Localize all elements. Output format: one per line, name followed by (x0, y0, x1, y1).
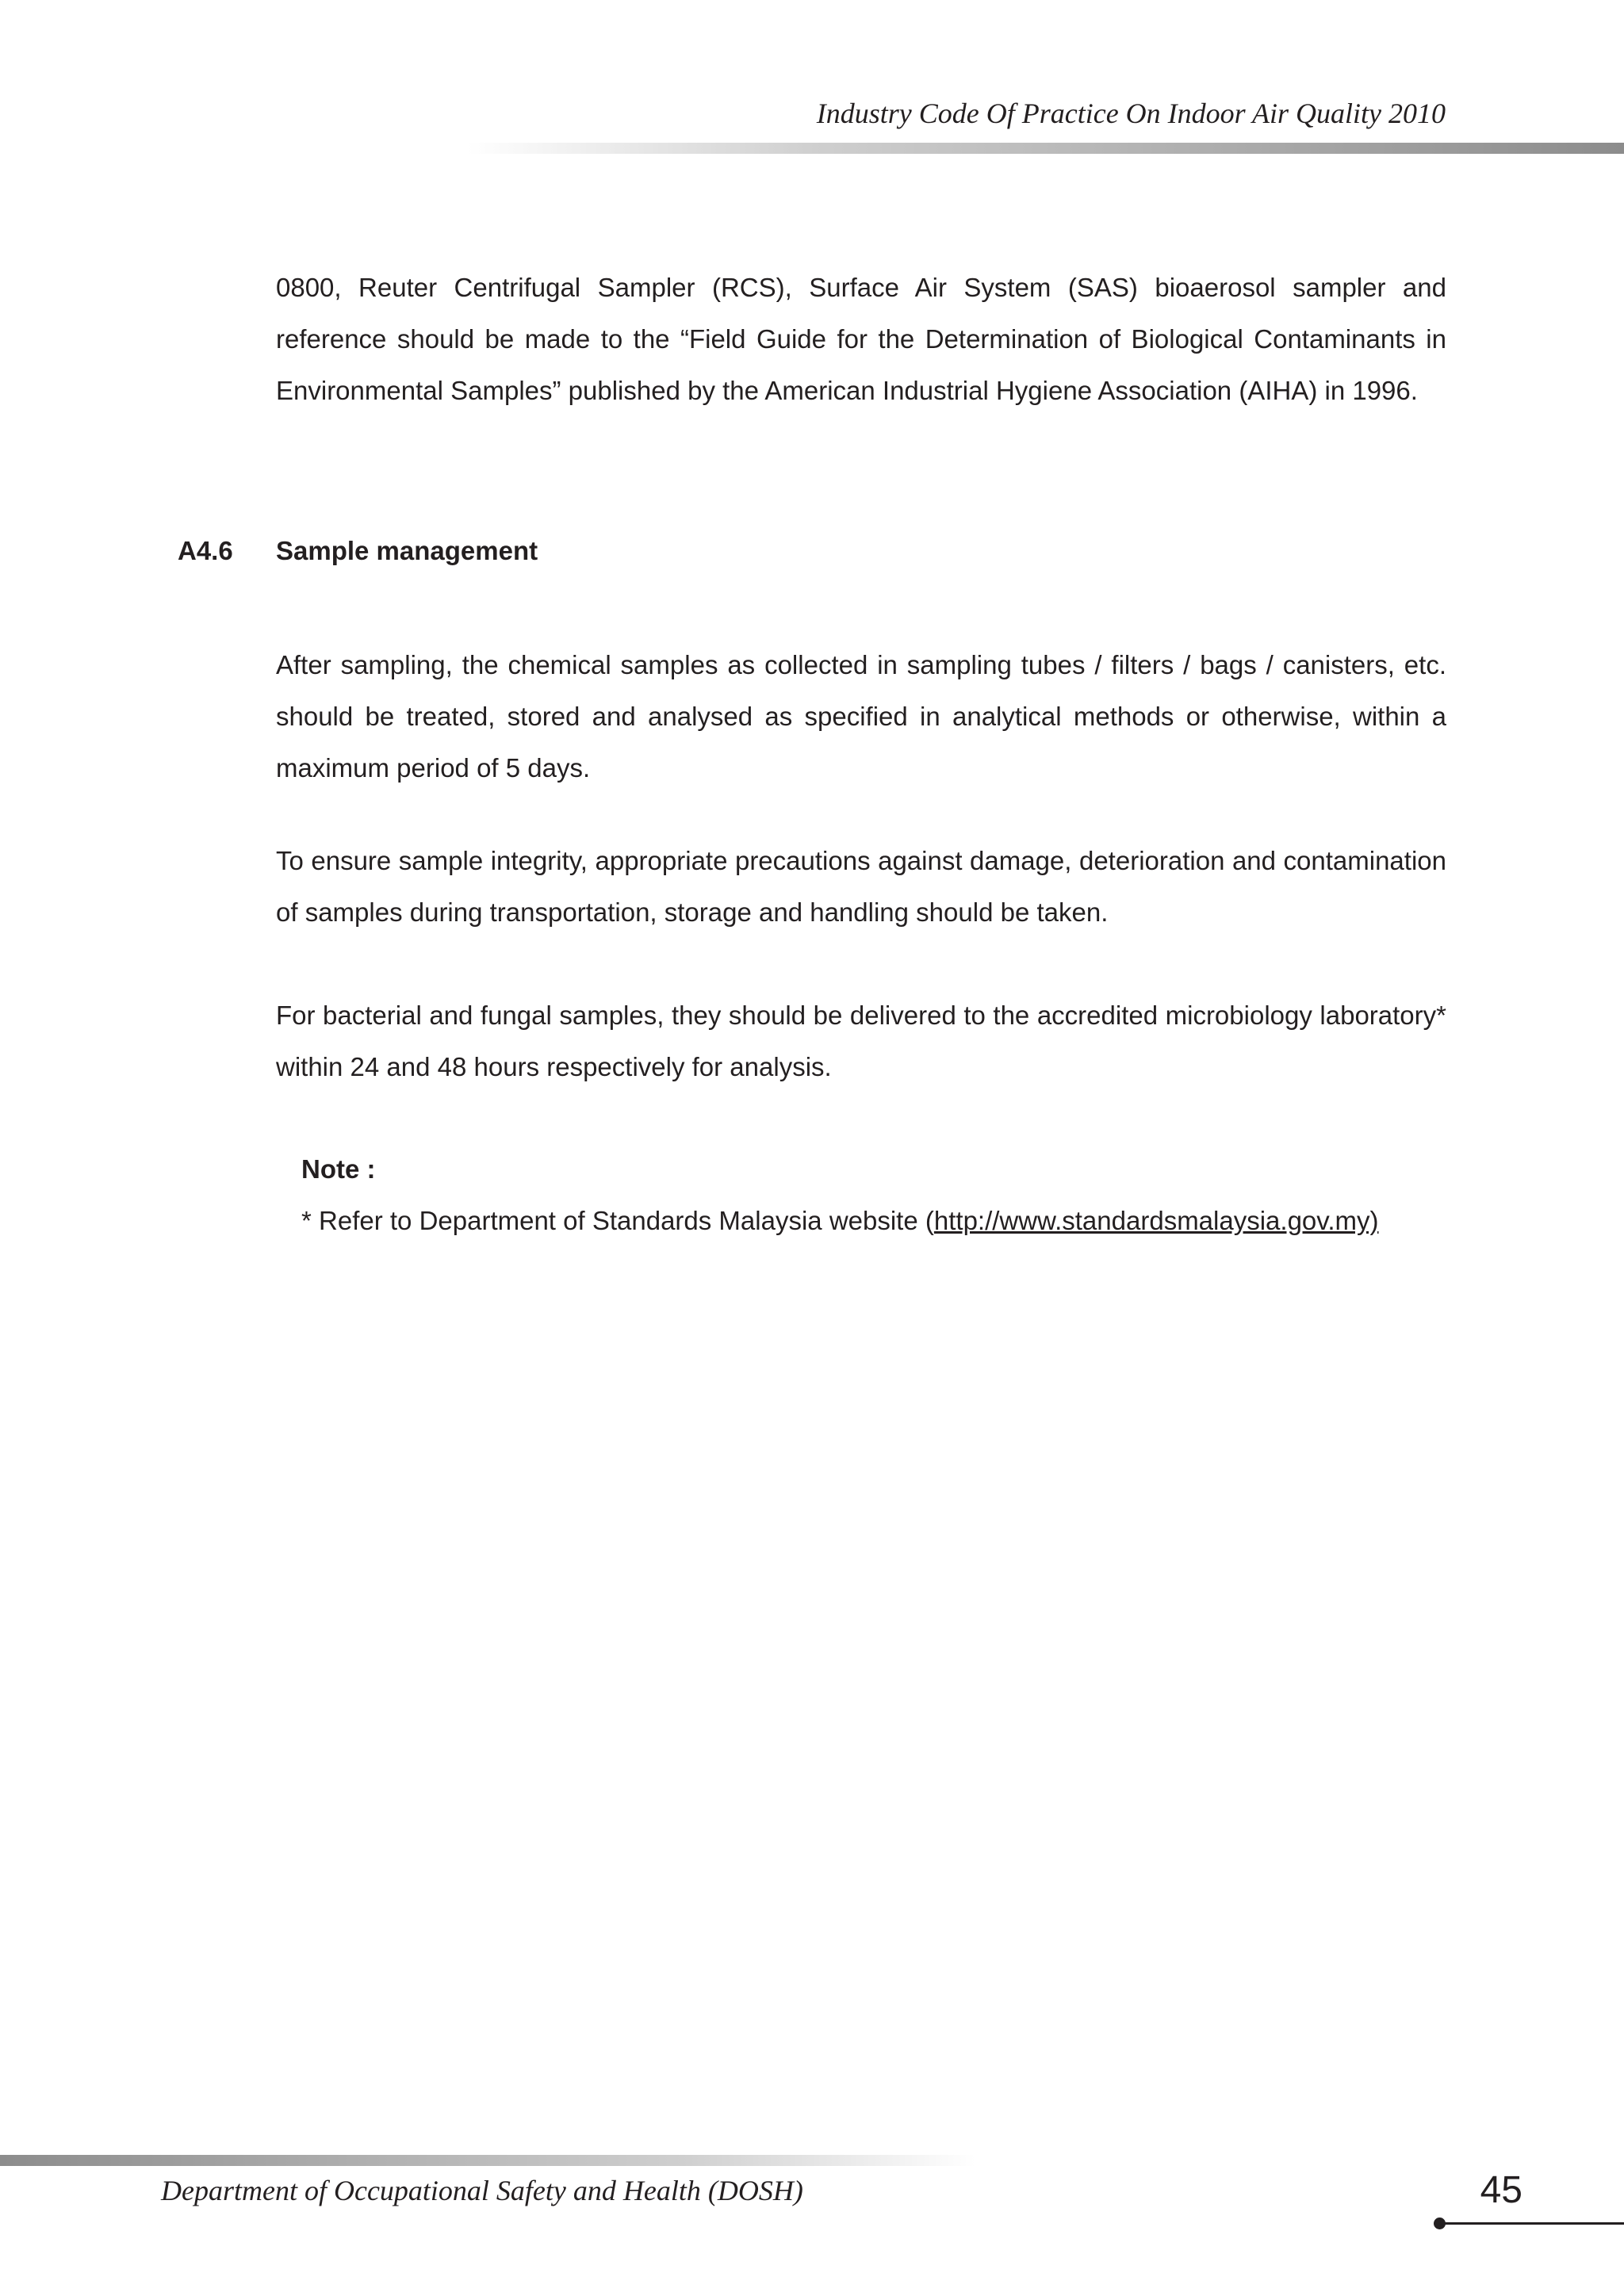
section-body-2 (276, 835, 1446, 938)
section-body-3 (276, 989, 1446, 1093)
continued-paragraph: 0800, Reuter Centrifugal Sampler (RCS), Surface Air System (SAS) bioaerosol sampler and reference should be made to the “Field Guide for the Determination of Biological Contaminants in Environmental Samples” published by the American Industrial Hygiene Association (AIHA) in 1996. (276, 273, 1446, 405)
section-body (276, 639, 1446, 794)
section-number: A4.6 (178, 536, 233, 565)
note-text-prefix: * Refer to Department of Standards Malaysia website ( (301, 1206, 934, 1235)
footer-divider (0, 2155, 975, 2166)
header-divider (468, 143, 1624, 154)
note-label: Note : (301, 1154, 376, 1184)
page-number: 45 (1480, 2169, 1522, 2211)
section-paragraph-3: For bacterial and fungal samples, they should be delivered to the accredited microbiology laboratory* within 24 and 48 hours respectively for analysis. (276, 1001, 1446, 1081)
note-block (301, 1143, 1378, 1246)
section-paragraph-1: After sampling, the chemical samples as collected in sampling tubes / filters / bags / canisters, etc. should be treated, stored and analysed as specified in analytical methods or otherwise, within a maximum period of 5 days. (276, 650, 1446, 783)
page-number-dot (1434, 2218, 1446, 2229)
section-title: Sample management (276, 536, 538, 565)
section-heading (178, 525, 538, 576)
running-header-title: Industry Code Of Practice On Indoor Air Quality 2010 (816, 98, 1446, 129)
page-number-rule (1440, 2222, 1624, 2225)
footer-organization: Department of Occupational Safety and Health (DOSH) (161, 2175, 803, 2206)
main-content (276, 262, 1446, 416)
note-text (301, 1195, 1378, 1246)
section-paragraph-2: To ensure sample integrity, appropriate precautions against damage, deterioration and contamination of samples during transportation, storage and handling should be taken. (276, 846, 1446, 927)
standards-website-link[interactable]: http://www.standardsmalaysia.gov.my) (933, 1206, 1379, 1235)
